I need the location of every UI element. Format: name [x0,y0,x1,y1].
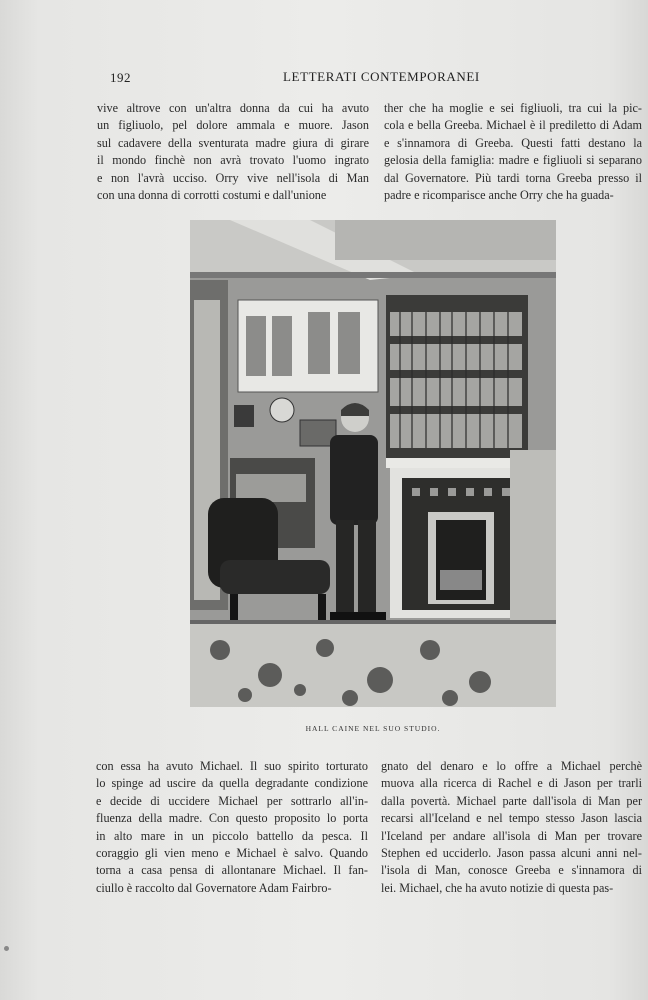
running-title: LETTERATI CONTEMPORANEI [283,69,480,84]
text-line: padre e ricomparisce anche Orry che ha guada- [384,188,614,203]
text-line: sul cadavere della sventurata madre giura di girare [97,135,369,150]
text-line: l'Iceland per andare all'isola di Man per trovare [381,828,642,843]
binding-dot [4,946,9,951]
text-line: con una donna di corrotti costumi e dall'unione [97,188,327,203]
text-line: gelosia della famiglia: madre e figliuoli si separano [384,153,642,168]
text-line: vive altrove con un'altra donna da cui ha avuto [97,101,369,115]
text-line: muova alla ricerca di Rachel e di Jason per trarli [381,776,642,791]
text-line: cola e bella Greeba. Michael è il prediletto di Adam [384,118,642,133]
text-column-top-left [97,100,369,204]
text-column-bottom-left [96,758,368,897]
text-line: ther che ha moglie e sei figliuoli, tra cui la pic- [384,101,642,115]
figure-caption: HALL CAINE NEL SUO STUDIO. [305,724,441,733]
page-number: 192 [110,70,131,85]
text-line: e non l'avrà ucciso. Orry vive nell'isola di Man [97,170,369,185]
text-line: con essa ha avuto Michael. Il suo spirito torturato [96,759,368,773]
text-line: fluenza della madre. Con questo proposito lo porta [96,811,368,826]
text-line: coraggio gli vien meno e Michael è salvo. Quando [96,846,368,861]
text-line: lo spinge ad uscire da quella degradante condizione [96,776,368,791]
text-line: dal Governatore. Più tardi torna Greeba presso il [384,170,642,185]
text-line: un figliuolo, pel dolore ammala e muore. Jason [97,118,369,133]
text-column-bottom-right [381,758,642,897]
text-line: dalla povertà. Michael parte dall'isola di Man per [381,793,642,808]
studio-photograph [190,220,556,707]
text-line: lei. Michael, che ha avuto notizie di questa pas- [381,880,614,895]
text-line: in alto mare in un piccolo battello da pesca. Il [96,828,368,843]
text-line: Stephen ed ucciderlo. Jason passa alcuni anni nel- [381,846,642,861]
text-line: recarsi all'Iceland e nel tempo stesso Jason lascia [381,811,642,826]
text-column-top-right [384,100,642,204]
text-line: il mondo finchè non avrà trovato l'uomo ingrato [97,153,369,168]
text-line: e s'innamora di Greeba. Questi fatti destano la [384,135,642,150]
text-line: l'isola di Man, conosce Greeba e s'innamora di [381,863,642,878]
text-line: e decide di uccidere Michael per sottrarlo all'in- [96,793,368,808]
text-line: gnato del denaro e lo offre a Michael perchè [381,759,642,773]
text-line: torna a casa pensa di allontanare Michael. Il fan- [96,863,368,878]
text-line: ciullo è raccolto dal Governatore Adam Fairbro- [96,880,332,895]
